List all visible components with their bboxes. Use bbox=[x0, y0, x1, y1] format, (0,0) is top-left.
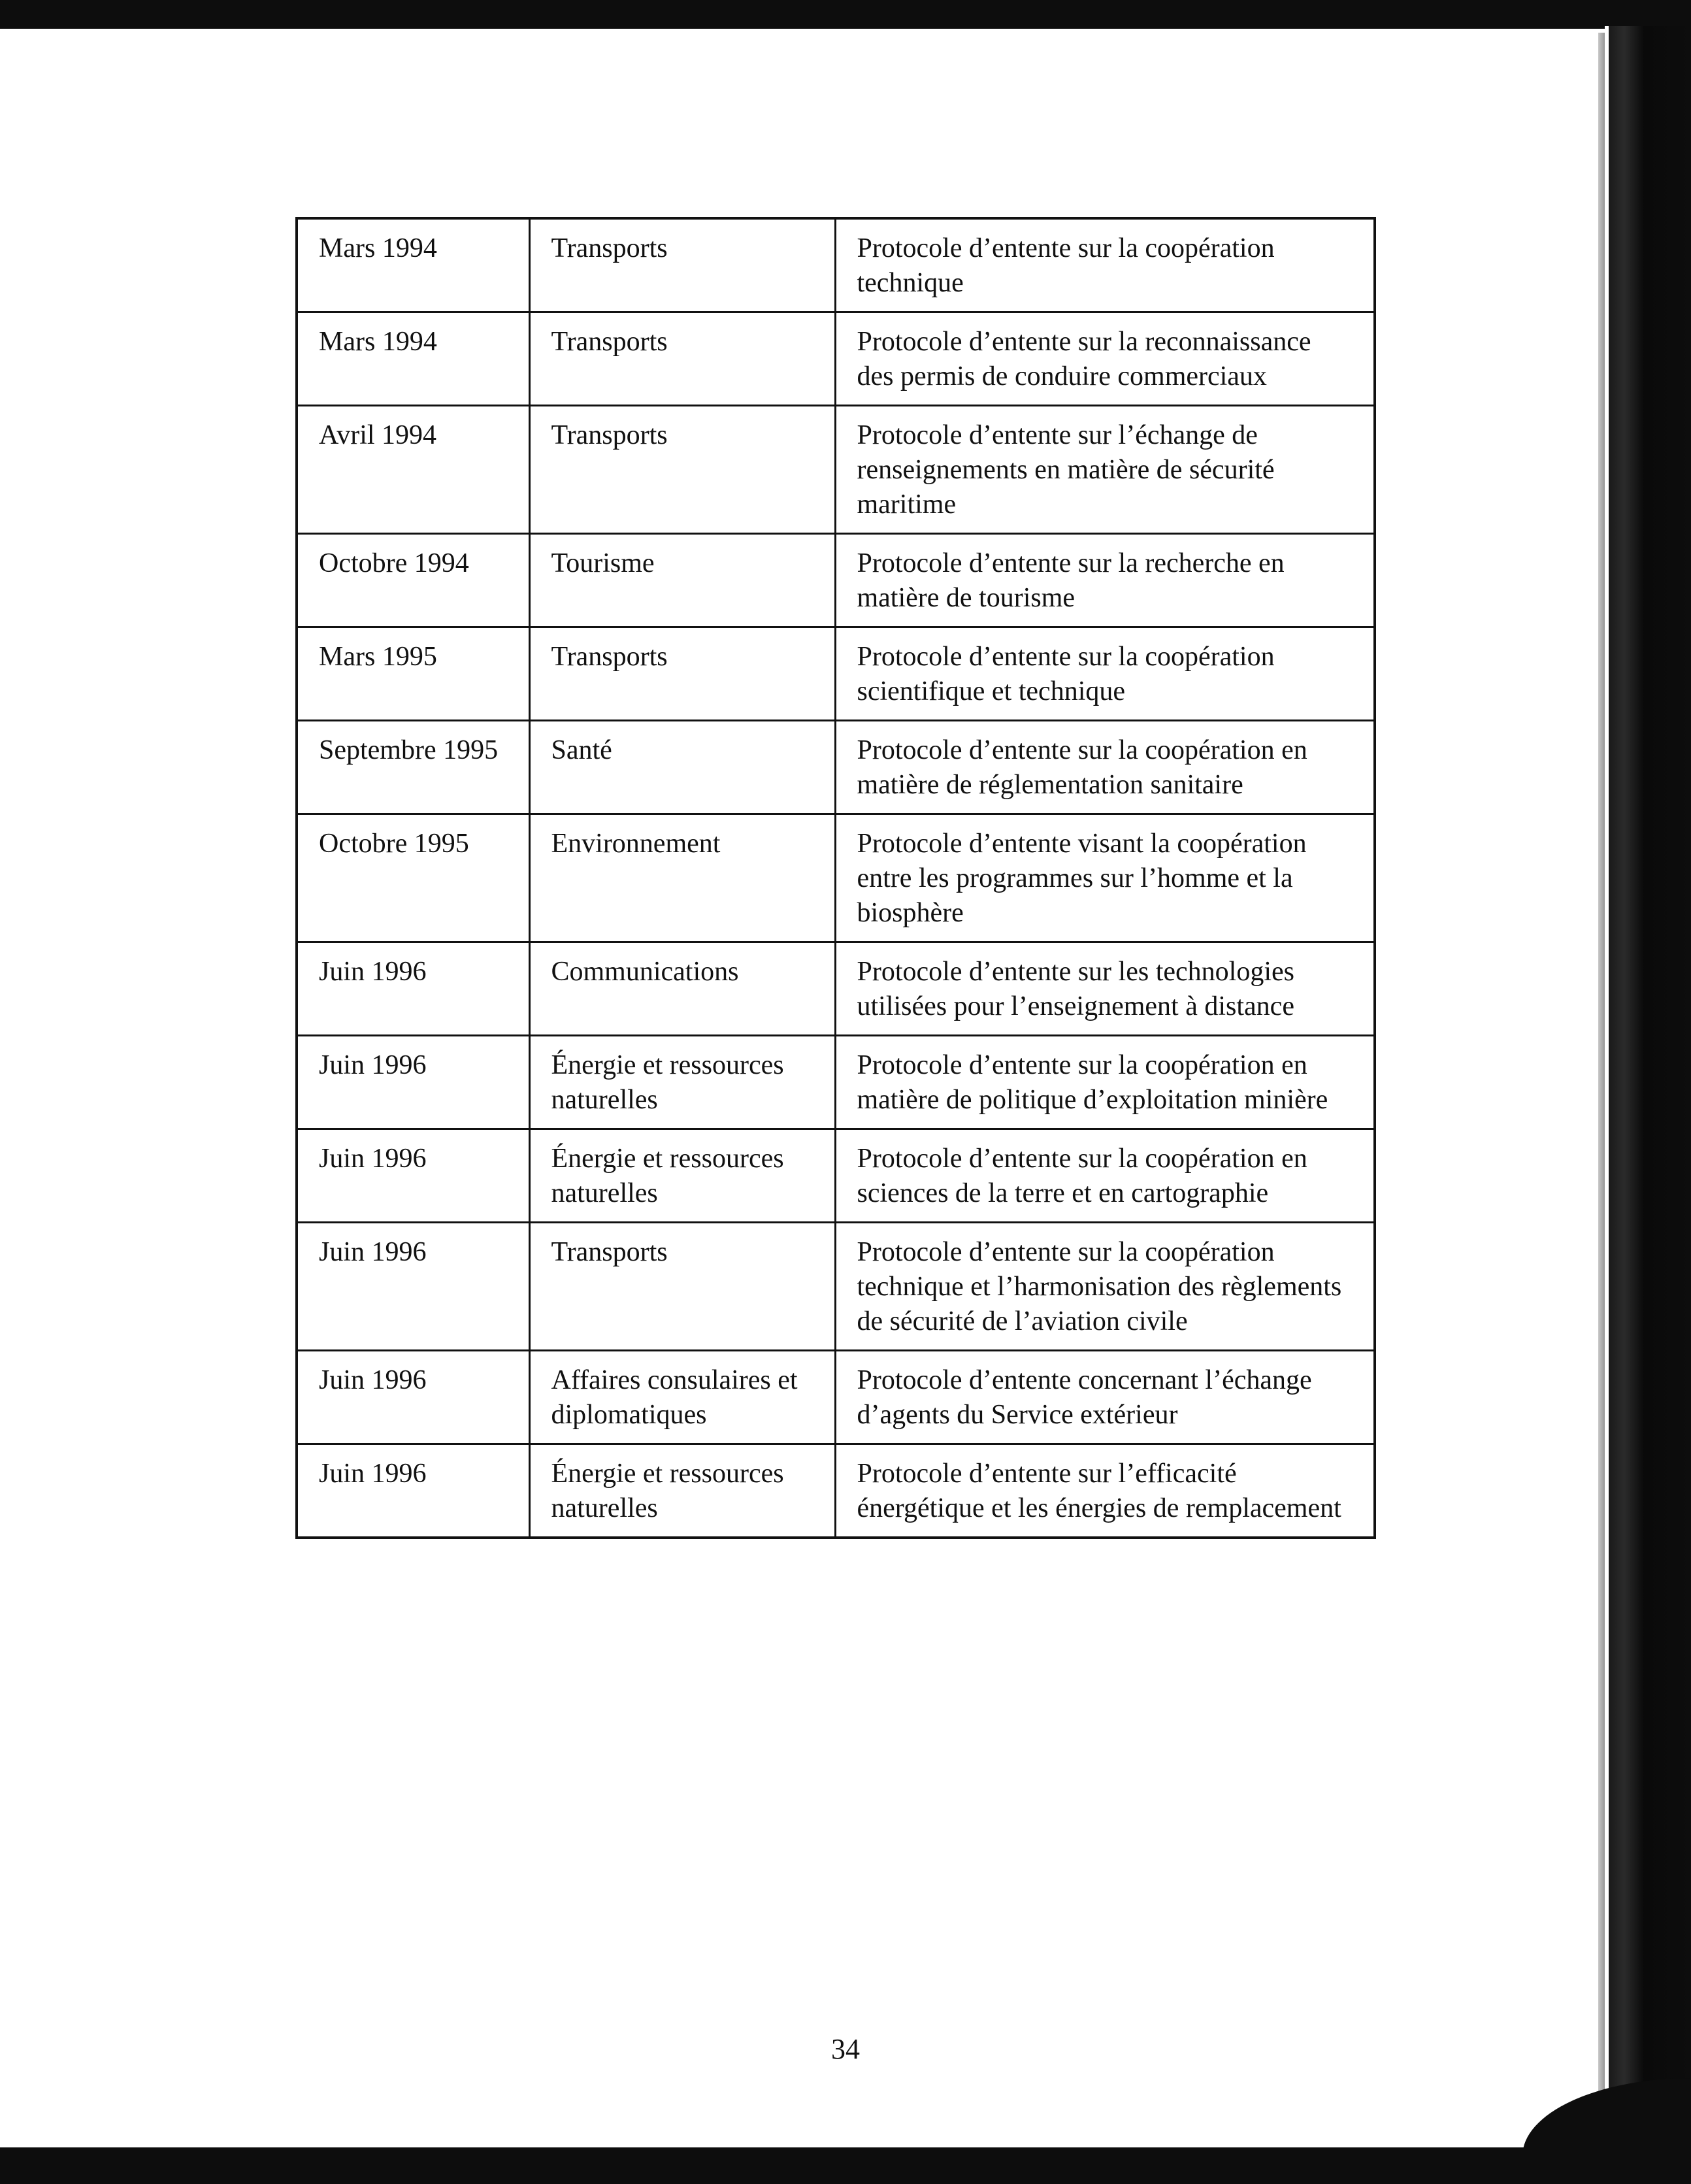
date-cell: Juin 1996 bbox=[297, 1223, 529, 1351]
description-cell: Protocole d’entente sur l’échange de renseignements en matière de sécurité maritime bbox=[835, 406, 1375, 534]
scan-bottom-corner bbox=[1522, 2078, 1691, 2157]
table-row bbox=[297, 1129, 1375, 1223]
description-cell: Protocole d’entente sur les technologies utilisées pour l’enseignement à distance bbox=[835, 942, 1375, 1036]
agreements-table bbox=[295, 217, 1376, 1539]
domain-cell: Énergie et ressources naturelles bbox=[529, 1036, 835, 1129]
domain-cell: Transports bbox=[529, 218, 835, 312]
date-cell: Juin 1996 bbox=[297, 1351, 529, 1444]
date-cell: Juin 1996 bbox=[297, 942, 529, 1036]
scan-bottom-border bbox=[0, 2147, 1691, 2184]
date-cell: Mars 1994 bbox=[297, 312, 529, 406]
table-row bbox=[297, 218, 1375, 312]
date-cell: Octobre 1995 bbox=[297, 814, 529, 942]
scan-top-border bbox=[0, 0, 1691, 29]
description-cell: Protocole d’entente sur l’efficacité énergétique et les énergies de remplacement bbox=[835, 1444, 1375, 1538]
table-row bbox=[297, 942, 1375, 1036]
domain-cell: Énergie et ressources naturelles bbox=[529, 1444, 835, 1538]
description-cell: Protocole d’entente sur la reconnaissance des permis de conduire commerciaux bbox=[835, 312, 1375, 406]
description-cell: Protocole d’entente sur la coopération technique bbox=[835, 218, 1375, 312]
scan-right-border bbox=[1605, 26, 1691, 2117]
table-row bbox=[297, 627, 1375, 721]
date-cell: Avril 1994 bbox=[297, 406, 529, 534]
table-row bbox=[297, 721, 1375, 814]
table-row bbox=[297, 406, 1375, 534]
table-row bbox=[297, 1036, 1375, 1129]
domain-cell: Énergie et ressources naturelles bbox=[529, 1129, 835, 1223]
domain-cell: Transports bbox=[529, 312, 835, 406]
table-row bbox=[297, 1444, 1375, 1538]
description-cell: Protocole d’entente visant la coopération entre les programmes sur l’homme et la biosphère bbox=[835, 814, 1375, 942]
description-cell: Protocole d’entente concernant l’échange d’agents du Service extérieur bbox=[835, 1351, 1375, 1444]
domain-cell: Transports bbox=[529, 406, 835, 534]
table-row bbox=[297, 814, 1375, 942]
domain-cell: Communications bbox=[529, 942, 835, 1036]
description-cell: Protocole d’entente sur la coopération en matière de réglementation sanitaire bbox=[835, 721, 1375, 814]
date-cell: Juin 1996 bbox=[297, 1129, 529, 1223]
date-cell: Mars 1995 bbox=[297, 627, 529, 721]
description-cell: Protocole d’entente sur la coopération scientifique et technique bbox=[835, 627, 1375, 721]
table-row bbox=[297, 1223, 1375, 1351]
domain-cell: Affaires consulaires et diplomatiques bbox=[529, 1351, 835, 1444]
table-row bbox=[297, 312, 1375, 406]
date-cell: Septembre 1995 bbox=[297, 721, 529, 814]
table-row bbox=[297, 1351, 1375, 1444]
description-cell: Protocole d’entente sur la coopération en sciences de la terre et en cartographie bbox=[835, 1129, 1375, 1223]
domain-cell: Transports bbox=[529, 1223, 835, 1351]
domain-cell: Environnement bbox=[529, 814, 835, 942]
date-cell: Octobre 1994 bbox=[297, 534, 529, 627]
date-cell: Juin 1996 bbox=[297, 1036, 529, 1129]
domain-cell: Santé bbox=[529, 721, 835, 814]
date-cell: Mars 1994 bbox=[297, 218, 529, 312]
date-cell: Juin 1996 bbox=[297, 1444, 529, 1538]
page-number: 34 bbox=[831, 2033, 860, 2065]
table-row bbox=[297, 534, 1375, 627]
description-cell: Protocole d’entente sur la recherche en matière de tourisme bbox=[835, 534, 1375, 627]
description-cell: Protocole d’entente sur la coopération en matière de politique d’exploitation minière bbox=[835, 1036, 1375, 1129]
domain-cell: Transports bbox=[529, 627, 835, 721]
description-cell: Protocole d’entente sur la coopération technique et l’harmonisation des règlements de sécurité de l’aviation civile bbox=[835, 1223, 1375, 1351]
domain-cell: Tourisme bbox=[529, 534, 835, 627]
